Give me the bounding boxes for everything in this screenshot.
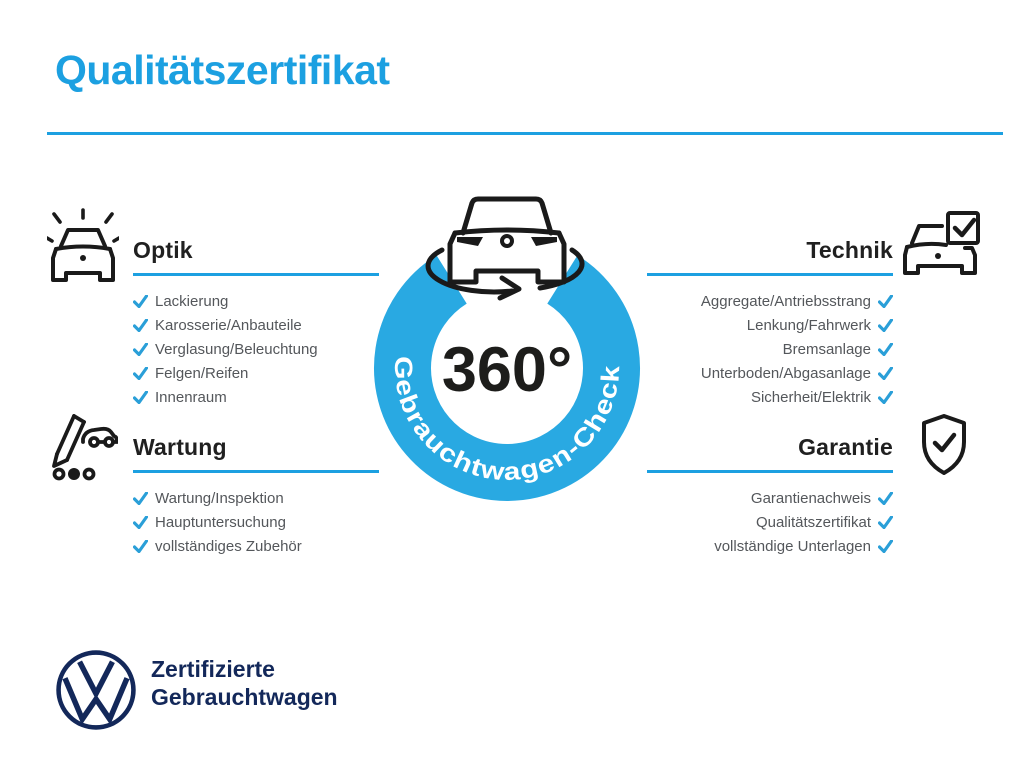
car-360-rotation-icon — [428, 199, 582, 298]
check-icon — [133, 492, 148, 505]
checklist-optik — [133, 289, 379, 409]
brand-line2: Gebrauchtwagen — [151, 684, 338, 710]
check-icon — [878, 343, 893, 356]
checklist-item — [133, 361, 379, 385]
checklist-item-label: Unterboden/Abgasanlage — [700, 364, 871, 382]
360-check-badge — [368, 186, 644, 512]
checklist-technik — [647, 289, 893, 409]
car-shine-icon — [47, 208, 119, 288]
check-icon — [878, 516, 893, 529]
section-technik — [647, 237, 893, 409]
checklist-item-label: Wartung/Inspektion — [155, 489, 284, 507]
pencil-car-checklist-icon — [46, 408, 118, 484]
checklist-item-label: Verglasung/Beleuchtung — [155, 340, 318, 358]
check-icon — [133, 367, 148, 380]
checklist-item — [133, 510, 379, 534]
check-icon — [133, 295, 148, 308]
checklist-wartung — [133, 486, 379, 558]
section-title-garantie: Garantie — [798, 434, 893, 460]
checklist-item — [647, 385, 893, 409]
brand-name — [151, 655, 338, 711]
checklist-item — [133, 534, 379, 558]
check-icon — [133, 319, 148, 332]
checklist-item-label: Felgen/Reifen — [155, 364, 249, 382]
checklist-item-label: Qualitätszertifikat — [755, 513, 871, 531]
checklist-item — [647, 289, 893, 313]
page-title: Qualitätszertifikat — [55, 47, 390, 93]
checklist-item — [647, 486, 893, 510]
section-underline — [647, 470, 893, 473]
brand-line1: Zertifizierte — [151, 656, 275, 682]
section-underline — [133, 470, 379, 473]
shield-check-icon — [918, 412, 970, 478]
section-underline — [647, 273, 893, 276]
section-underline — [133, 273, 379, 276]
check-icon — [133, 391, 148, 404]
section-title-technik: Technik — [806, 237, 893, 263]
ring-text: Gebrauchtwagen-Check — [388, 356, 626, 487]
checklist-item — [647, 337, 893, 361]
header-divider — [47, 132, 1003, 135]
section-wartung — [133, 434, 379, 558]
checklist-item-label: Garantienachweis — [750, 489, 871, 507]
check-icon — [878, 319, 893, 332]
checklist-item-label: vollständiges Zubehör — [155, 537, 302, 555]
checklist-item-label: Innenraum — [155, 388, 227, 406]
section-title-wartung: Wartung — [133, 434, 227, 460]
section-title-optik: Optik — [133, 237, 193, 263]
section-optik — [133, 237, 379, 409]
check-icon — [133, 516, 148, 529]
checklist-item-label: vollständige Unterlagen — [714, 537, 871, 555]
checklist-item — [133, 337, 379, 361]
checklist-item — [133, 289, 379, 313]
check-icon — [133, 343, 148, 356]
check-icon — [133, 540, 148, 553]
check-icon — [878, 391, 893, 404]
checklist-item — [647, 313, 893, 337]
checklist-item — [647, 361, 893, 385]
checklist-item-label: Sicherheit/Elektrik — [750, 388, 871, 406]
checklist-item-label: Lenkung/Fahrwerk — [746, 316, 871, 334]
checklist-item — [133, 486, 379, 510]
checklist-item — [647, 510, 893, 534]
checklist-item-label: Hauptuntersuchung — [155, 513, 286, 531]
checklist-item — [647, 534, 893, 558]
checklist-item — [133, 385, 379, 409]
check-icon — [878, 492, 893, 505]
checklist-item-label: Karosserie/Anbauteile — [155, 316, 302, 334]
vw-logo — [54, 648, 138, 732]
check-icon — [878, 540, 893, 553]
car-checkbox-icon — [902, 209, 982, 283]
checklist-item-label: Bremsanlage — [782, 340, 871, 358]
check-icon — [878, 367, 893, 380]
checklist-item-label: Lackierung — [155, 292, 229, 310]
section-garantie — [647, 434, 893, 558]
checklist-item — [133, 313, 379, 337]
checklist-garantie — [647, 486, 893, 558]
degree-text: 360° — [441, 335, 573, 405]
check-icon — [878, 295, 893, 308]
checklist-item-label: Aggregate/Antriebsstrang — [700, 292, 871, 310]
